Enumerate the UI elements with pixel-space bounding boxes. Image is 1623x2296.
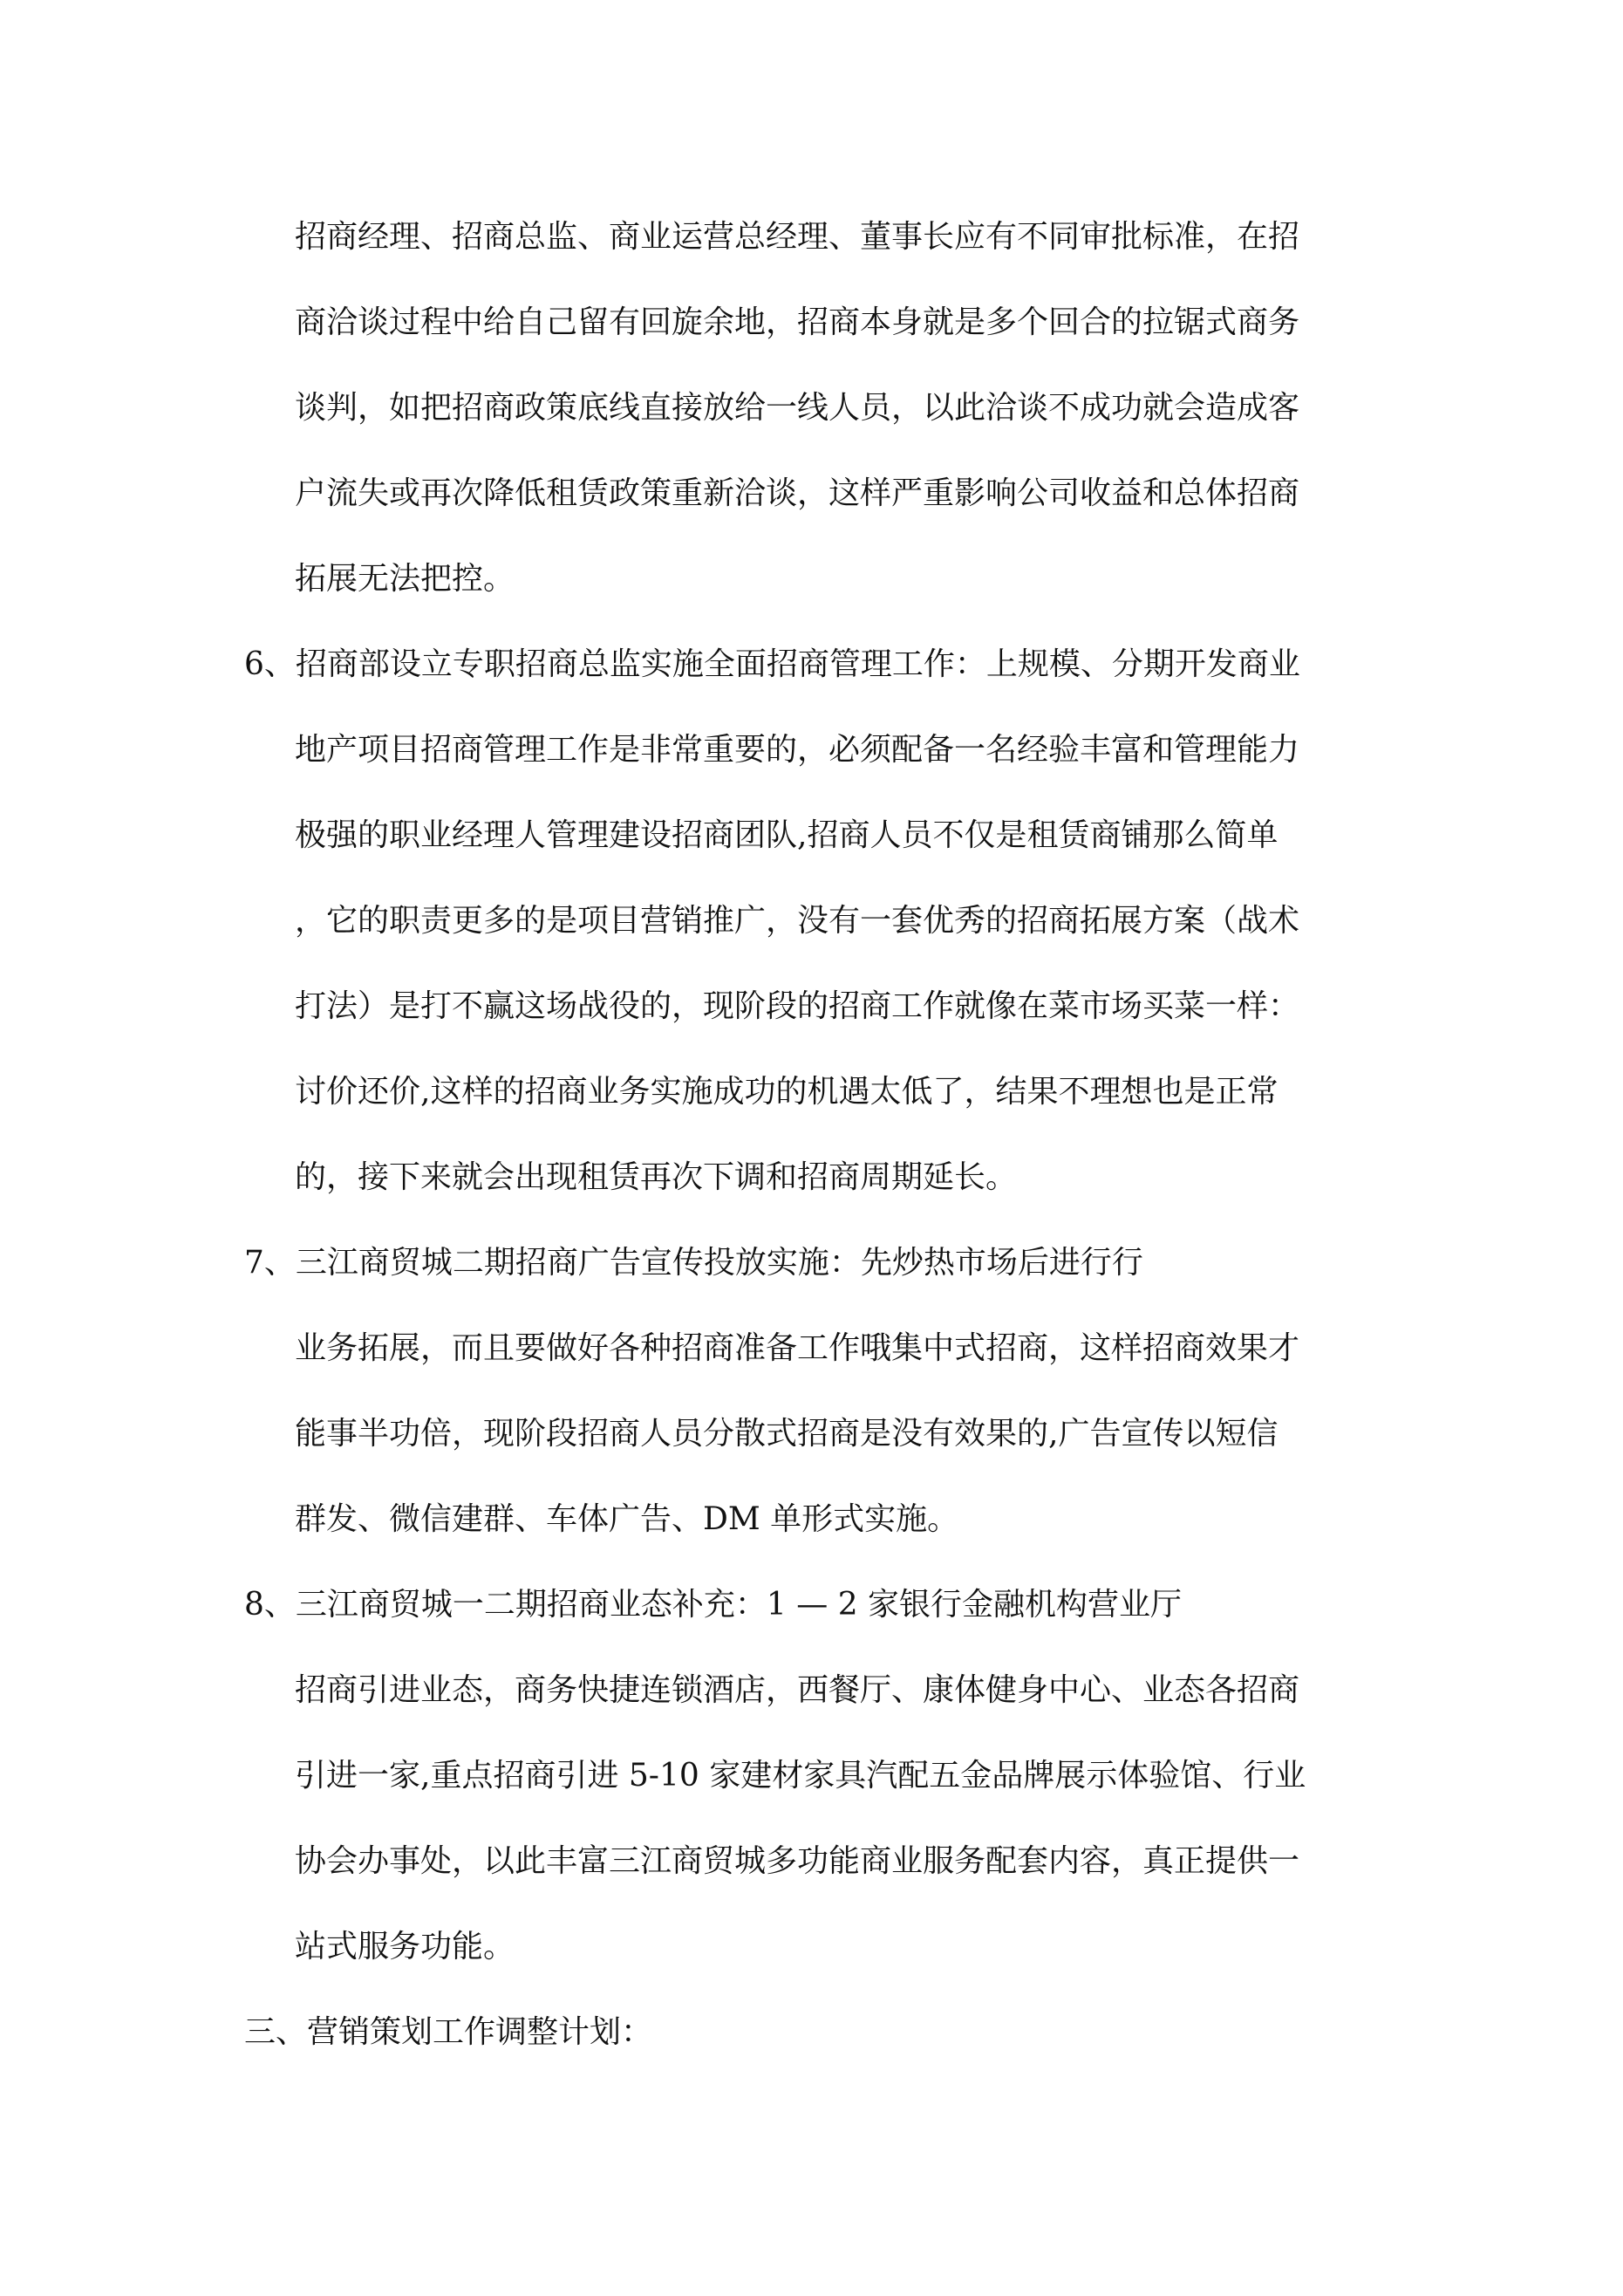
paragraph-line: 能事半功倍，现阶段招商人员分散式招商是没有效果的,广告宣传以短信 [295, 1416, 1279, 1452]
paragraph-line: 站式服务功能。 [295, 1929, 515, 1965]
paragraph-line: 谈判，如把招商政策底线直接放给一线人员，以此洽谈不成功就会造成客 [295, 390, 1300, 426]
paragraph-line: 地产项目招商管理工作是非常重要的，必须配备一名经验丰富和管理能力 [295, 732, 1300, 768]
paragraph-line: 招商经理、招商总监、商业运营总经理、董事长应有不同审批标准，在招 [295, 219, 1300, 255]
section-heading: 三、营销策划工作调整计划： [244, 2014, 653, 2050]
paragraph-line: 户流失或再次降低租赁政策重新洽谈，这样严重影响公司收益和总体招商 [295, 475, 1300, 511]
paragraph-line: 群发、微信建群、车体广告、DM 单形式实施。 [295, 1501, 959, 1537]
paragraph-line: 极强的职业经理人管理建设招商团队,招商人员不仅是租赁商铺那么简单 [295, 817, 1279, 853]
list-item-7: 7、三江商贸城二期招商广告宣传投放实施：先炒热市场后进行行 [244, 1245, 1143, 1281]
paragraph-line: 讨价还价,这样的招商业务实施成功的机遇太低了，结果不理想也是正常 [295, 1074, 1279, 1110]
paragraph-line: 打法）是打不赢这场战役的，现阶段的招商工作就像在菜市场买菜一样： [295, 988, 1300, 1024]
paragraph-line: 的，接下来就会出现租赁再次下调和招商周期延长。 [295, 1159, 1018, 1195]
list-item-6: 6、招商部设立专职招商总监实施全面招商管理工作：上规模、分期开发商业 [244, 646, 1300, 682]
paragraph-line: 招商引进业态，商务快捷连锁酒店，西餐厅、康体健身中心、业态各招商 [295, 1672, 1300, 1708]
paragraph-line: 引进一家,重点招商引进 5-10 家建材家具汽配五金品牌展示体验馆、行业 [295, 1758, 1306, 1794]
paragraph-line: 拓展无法把控。 [295, 561, 515, 597]
paragraph-line: 协会办事处，以此丰富三江商贸城多功能商业服务配套内容，真正提供一 [295, 1843, 1300, 1879]
paragraph-line: 商洽谈过程中给自己留有回旋余地，招商本身就是多个回合的拉锯式商务 [295, 304, 1300, 340]
paragraph-line: 业务拓展，而且要做好各种招商准备工作哦集中式招商，这样招商效果才 [295, 1330, 1300, 1366]
list-item-8: 8、三江商贸城一二期招商业态补充：1 — 2 家银行金融机构营业厅 [244, 1587, 1183, 1623]
paragraph-line: ，它的职责更多的是项目营销推广，没有一套优秀的招商拓展方案（战术 [295, 903, 1300, 939]
